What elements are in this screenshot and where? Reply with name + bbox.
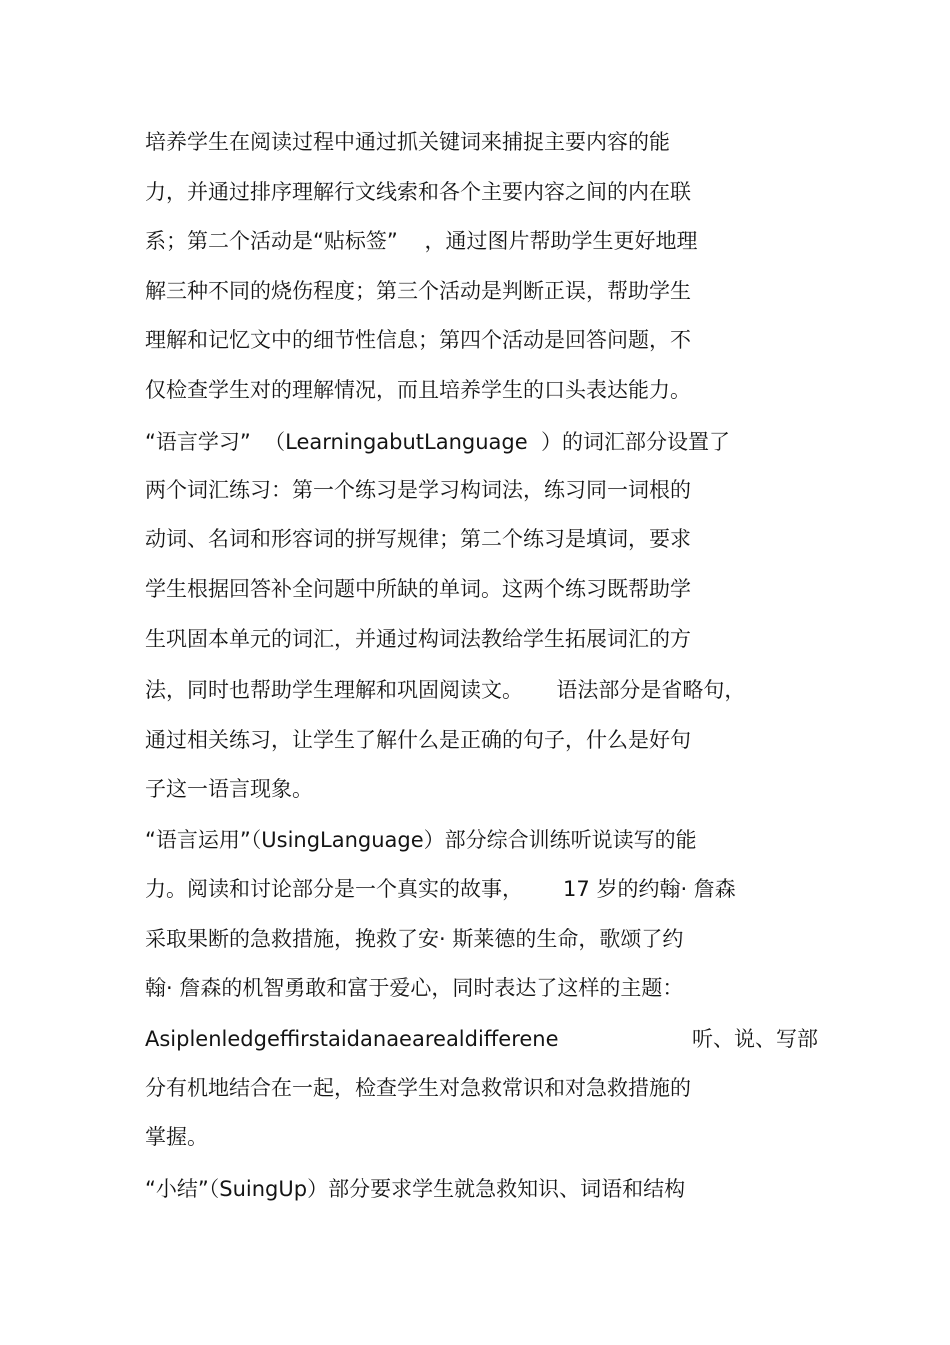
text-line: Asiplenledgeffirstaidanaearealdifferene 听、说、写部 bbox=[145, 1027, 819, 1051]
text-line: 采取果断的急救措施，挽救了安· 斯莱德的生命，歌颂了约 bbox=[145, 927, 684, 951]
text-line: 解三种不同的烧伤程度；第三个活动是判断正误，帮助学生 bbox=[145, 279, 691, 303]
text-line: 学生根据回答补全问题中所缺的单词。这两个练习既帮助学 bbox=[145, 577, 691, 601]
text-line: 力，并通过排序理解行文线索和各个主要内容之间的内在联 bbox=[145, 180, 691, 204]
text-line: “语言学习” （LearningabutLanguage ）的词汇部分设置了 bbox=[145, 430, 731, 454]
text-line: “语言运用”（UsingLanguage）部分综合训练听说读写的能 bbox=[145, 828, 697, 852]
text-line: 通过相关练习，让学生了解什么是正确的句子，什么是好句 bbox=[145, 728, 691, 752]
text-line: “小结”（SuingUp）部分要求学生就急救知识、词语和结构 bbox=[145, 1177, 686, 1201]
text-line: 力。阅读和讨论部分是一个真实的故事， 17 岁的约翰· 詹森 bbox=[145, 877, 736, 901]
text-line: 动词、名词和形容词的拼写规律；第二个练习是填词，要求 bbox=[145, 527, 691, 551]
text-line: 掌握。 bbox=[145, 1125, 208, 1149]
text-line: 培养学生在阅读过程中通过抓关键词来捕捉主要内容的能 bbox=[145, 130, 670, 154]
text-line: 生巩固本单元的词汇，并通过构词法教给学生拓展词汇的方 bbox=[145, 627, 691, 651]
text-line: 法，同时也帮助学生理解和巩固阅读文。 语法部分是省略句， bbox=[145, 678, 746, 702]
text-line: 子这一语言现象。 bbox=[145, 777, 313, 801]
text-line: 仅检查学生对的理解情况，而且培养学生的口头表达能力。 bbox=[145, 378, 691, 402]
text-line: 分有机地结合在一起，检查学生对急救常识和对急救措施的 bbox=[145, 1076, 691, 1100]
text-line: 系；第二个活动是“贴标签” ，通过图片帮助学生更好地理 bbox=[145, 229, 698, 253]
text-line: 两个词汇练习：第一个练习是学习构词法，练习同一词根的 bbox=[145, 478, 691, 502]
text-line: 理解和记忆文中的细节性信息；第四个活动是回答问题，不 bbox=[145, 328, 691, 352]
text-line: 翰· 詹森的机智勇敢和富于爱心，同时表达了这样的主题： bbox=[145, 976, 684, 1000]
